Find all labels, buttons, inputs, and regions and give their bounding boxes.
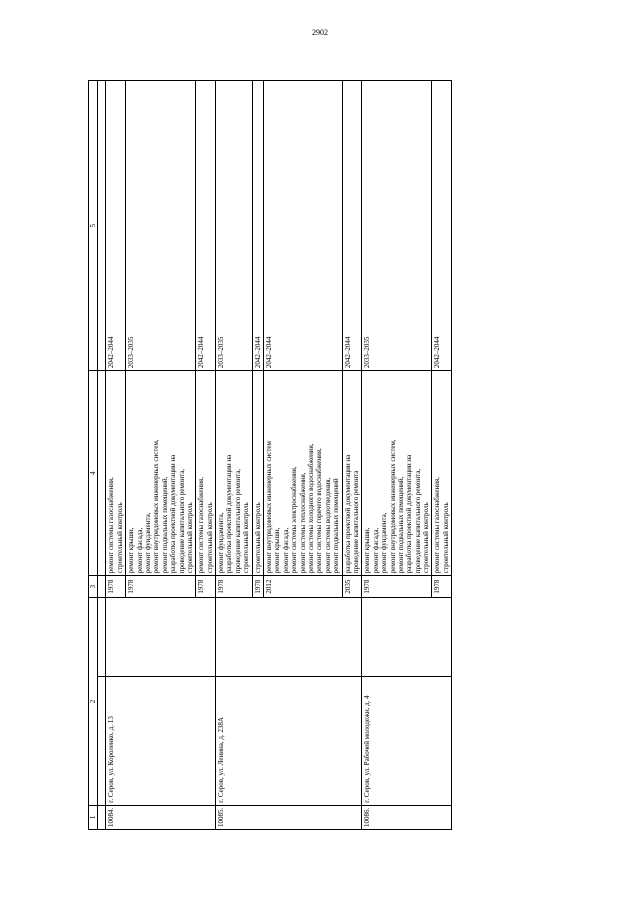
commissioning-year: 1978 bbox=[126, 576, 196, 598]
work-item: ремонт фасада, bbox=[135, 527, 144, 574]
commissioning-year: 1978 bbox=[196, 576, 216, 598]
work-item: разработка проектной документации на bbox=[225, 454, 234, 574]
work-item: ремонт системы холодного водоснабжения, bbox=[306, 443, 315, 574]
repair-period: 2033–2035 bbox=[216, 81, 253, 371]
work-item: ремонт фасада, bbox=[371, 527, 380, 574]
address-spacer-cell bbox=[106, 598, 216, 677]
work-item: проведение капитального ремонта, bbox=[233, 468, 242, 574]
work-item: ремонт внутридомовых инженерных систем, bbox=[388, 439, 397, 574]
work-item: ремонт системы газоснабжения, bbox=[107, 477, 116, 574]
column-number-5: 5 bbox=[89, 81, 98, 371]
repair-period: 2042–2044 bbox=[432, 81, 452, 371]
commissioning-year: 1978 bbox=[432, 576, 452, 598]
record-number: 10085. bbox=[216, 805, 362, 829]
table-row bbox=[106, 81, 126, 830]
work-item: ремонт фундамента, bbox=[217, 512, 226, 574]
work-item: ремонт внутридомовых инженерных систем, bbox=[152, 439, 161, 574]
work-item: строительный контроль bbox=[115, 502, 124, 574]
work-item: ремонт системы газоснабжения, bbox=[433, 477, 442, 574]
commissioning-year: 1978 bbox=[106, 576, 126, 598]
repair-schedule-table bbox=[88, 80, 452, 830]
work-item: строительный контроль bbox=[253, 502, 262, 574]
works-list-cell bbox=[362, 371, 432, 576]
work-item: ремонт системы водоотведения, bbox=[323, 477, 332, 574]
repair-period: 2042–2044 bbox=[342, 81, 362, 371]
work-item: ремонт крыши, bbox=[127, 527, 136, 574]
work-item: строительный контроль bbox=[422, 502, 431, 574]
repair-period: 2042–2044 bbox=[252, 81, 263, 371]
work-item: ремонт крыши, bbox=[363, 527, 372, 574]
building-address: г. Серов, ул. Рабочей молодежи, д. 4 bbox=[362, 677, 452, 806]
work-item: строительный контроль bbox=[242, 502, 251, 574]
work-item: ремонт системы горячего водоснабжения, bbox=[315, 448, 324, 574]
repair-period: 2042–2044 bbox=[106, 81, 126, 371]
work-item: ремонт подвальных помещений, bbox=[160, 476, 169, 574]
column-number-2: 2 bbox=[89, 598, 98, 806]
repair-period: 2042–2044 bbox=[264, 81, 343, 371]
work-item: ремонт фундамента, bbox=[143, 512, 152, 574]
work-item: ремонт подвальных помещений, bbox=[396, 476, 405, 574]
work-item: строительный контроль bbox=[205, 502, 214, 574]
works-list-cell bbox=[252, 371, 263, 576]
building-address: г. Серов, ул. Ленина, д. 238А bbox=[216, 677, 362, 806]
repair-period: 2033–2035 bbox=[362, 81, 432, 371]
works-list-cell bbox=[106, 371, 126, 576]
work-item: ремонт внутридомовых инженерных систем bbox=[265, 441, 274, 574]
commissioning-year: 2035 bbox=[342, 576, 362, 598]
work-item: проведение капитального ремонта, bbox=[413, 468, 422, 574]
address-spacer-cell bbox=[216, 598, 362, 677]
work-item: ремонт крыши, bbox=[273, 527, 282, 574]
work-item: ремонт системы электроснабжения, bbox=[290, 466, 299, 574]
work-item: ремонт подвальных помещений bbox=[332, 478, 341, 574]
commissioning-year: 1978 bbox=[252, 576, 263, 598]
commissioning-year: 2012 bbox=[264, 576, 343, 598]
blank-row bbox=[98, 81, 106, 830]
work-item: ремонт фасада, bbox=[281, 527, 290, 574]
work-item: ремонт фундамента, bbox=[380, 512, 389, 574]
column-number-3: 3 bbox=[89, 576, 98, 598]
building-address: г. Серов, ул. Короленко, д. 13 bbox=[106, 677, 216, 806]
work-item: разработка проектной документации на bbox=[169, 454, 178, 574]
works-list-cell bbox=[216, 371, 253, 576]
work-item: проведение капитального ремонта bbox=[351, 470, 360, 574]
work-item: строительный контроль bbox=[185, 502, 194, 574]
work-item: ремонт системы газоснабжения, bbox=[197, 477, 206, 574]
work-item: строительный контроль bbox=[441, 502, 450, 574]
record-number: 10086. bbox=[362, 805, 452, 829]
record-number: 10084. bbox=[106, 805, 216, 829]
work-item: разработка проектной документации на bbox=[343, 454, 352, 574]
rotated-table-container bbox=[88, 80, 558, 830]
works-list-cell bbox=[196, 371, 216, 576]
works-list-cell bbox=[432, 371, 452, 576]
work-item: проведение капитального ремонта, bbox=[177, 468, 186, 574]
works-list-cell bbox=[126, 371, 196, 576]
table-row bbox=[216, 81, 253, 830]
page-number: 2902 bbox=[312, 28, 328, 37]
column-number-1: 1 bbox=[89, 805, 98, 829]
repair-period: 2042–2044 bbox=[196, 81, 216, 371]
column-number-row bbox=[89, 81, 98, 830]
work-item: ремонт системы теплоснабжения, bbox=[298, 472, 307, 574]
works-list-cell bbox=[264, 371, 343, 576]
address-spacer-cell bbox=[362, 598, 452, 677]
table-row bbox=[362, 81, 432, 830]
column-number-4: 4 bbox=[89, 371, 98, 576]
works-list-cell bbox=[342, 371, 362, 576]
commissioning-year: 1978 bbox=[216, 576, 253, 598]
repair-period: 2033–2035 bbox=[126, 81, 196, 371]
commissioning-year: 1978 bbox=[362, 576, 432, 598]
work-item: разработка проектной документации на bbox=[405, 454, 414, 574]
